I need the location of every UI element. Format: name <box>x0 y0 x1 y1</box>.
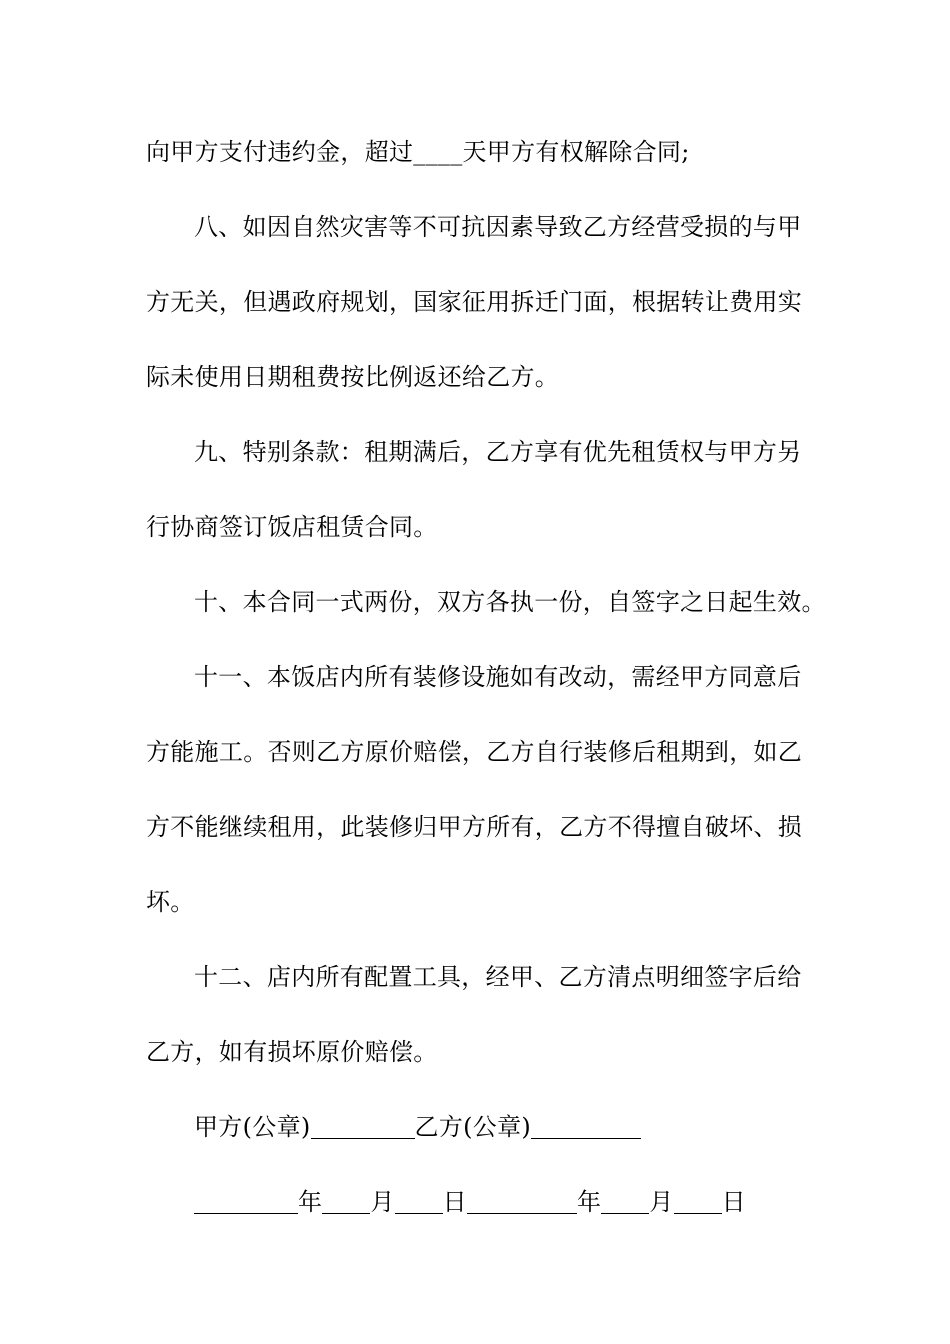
party-b-day-label: 日 <box>721 1188 746 1216</box>
party-a-day-label: 日 <box>442 1188 467 1216</box>
clause-8-line-3: 际未使用日期租费按比例返还给乙方。 <box>146 363 560 391</box>
party-b-year-label: 年 <box>576 1188 602 1216</box>
date-line <box>194 1187 746 1217</box>
party-a-day-blank[interactable] <box>395 1212 443 1214</box>
party-a-year-blank[interactable] <box>194 1212 298 1214</box>
signature-line <box>194 1112 641 1142</box>
party-b-month-blank[interactable] <box>601 1212 649 1214</box>
clause-12-line-1: 十二、店内所有配置工具，经甲、乙方清点明细签字后给 <box>194 963 802 991</box>
clause-11-line-3: 方不能继续租用，此装修归甲方所有，乙方不得擅自破坏、损 <box>146 813 803 841</box>
clause-11-line-4: 坏。 <box>146 888 195 916</box>
clause-10-line-1: 十、本合同一式两份，双方各执一份，自签字之日起生效。 <box>194 588 826 616</box>
party-a-seal-blank[interactable] <box>311 1137 415 1139</box>
clause-11-line-1: 十一、本饭店内所有装修设施如有改动，需经甲方同意后 <box>194 663 802 691</box>
clause-8-line-1: 八、如因自然灾害等不可抗因素导致乙方经营受损的与甲 <box>194 213 802 241</box>
party-b-label: 乙方(公章) <box>414 1113 532 1141</box>
clause-9-line-1: 九、特别条款：租期满后，乙方享有优先租赁权与甲方另 <box>194 438 802 466</box>
clause-11-line-2: 方能施工。否则乙方原价赔偿，乙方自行装修后租期到，如乙 <box>146 738 803 766</box>
clause-12-line-2: 乙方，如有损坏原价赔偿。 <box>146 1038 438 1066</box>
clause-9-line-2: 行协商签订饭店租赁合同。 <box>146 513 438 541</box>
party-b-month-label: 月 <box>649 1188 674 1216</box>
text-line-1: 向甲方支付违约金，超过____天甲方有权解除合同; <box>146 138 690 166</box>
party-b-day-blank[interactable] <box>674 1212 722 1214</box>
party-b-year-blank[interactable] <box>467 1212 577 1214</box>
party-a-month-blank[interactable] <box>322 1212 370 1214</box>
party-a-label: 甲方(公章) <box>194 1113 311 1141</box>
clause-8-line-2: 方无关，但遇政府规划，国家征用拆迁门面，根据转让费用实 <box>146 288 803 316</box>
party-b-seal-blank[interactable] <box>531 1137 641 1139</box>
party-a-year-label: 年 <box>298 1188 323 1216</box>
party-a-month-label: 月 <box>370 1188 395 1216</box>
